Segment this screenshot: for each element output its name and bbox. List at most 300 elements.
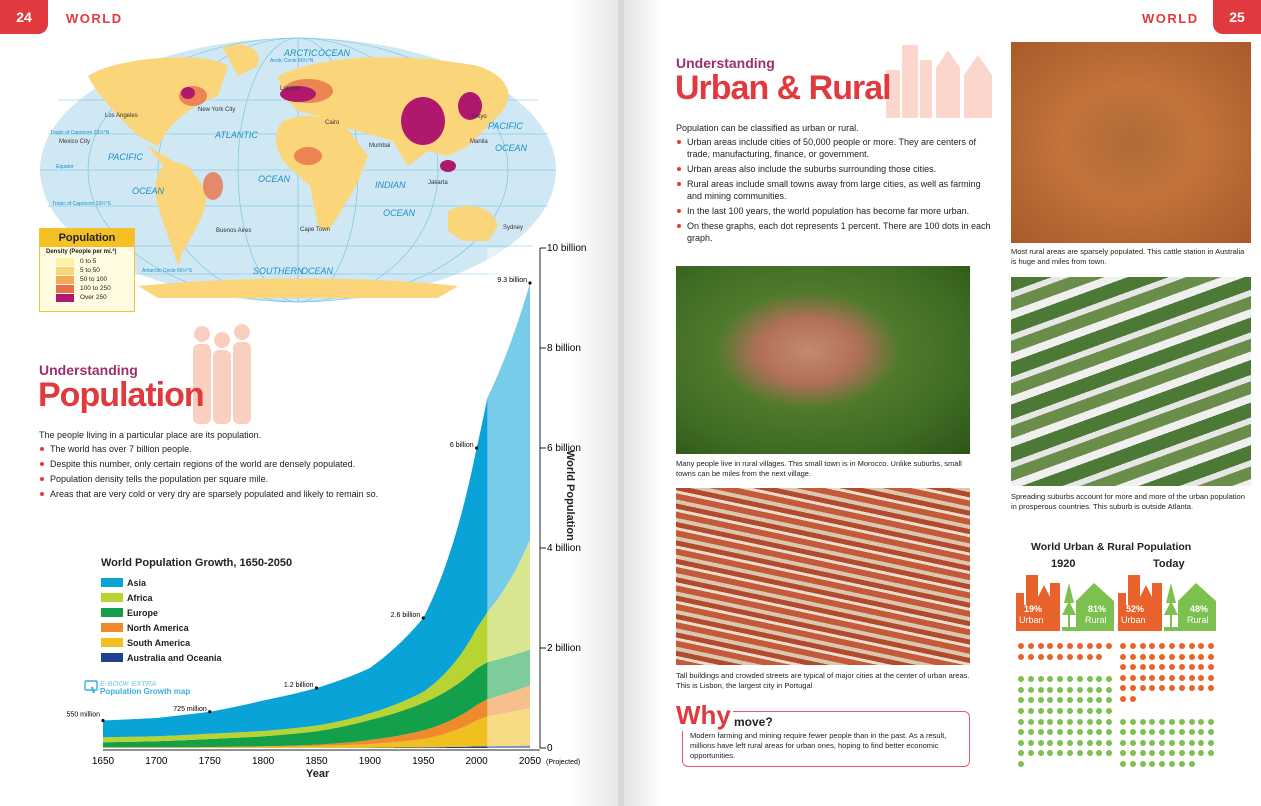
projected-overlay <box>487 248 530 748</box>
urban-dot <box>1189 643 1195 649</box>
urban-dot <box>1130 696 1136 702</box>
legend-label: 0 to 5 <box>80 258 97 265</box>
y-tick-label: 2 billion <box>547 643 581 654</box>
urban-dot <box>1208 654 1214 660</box>
morocco-village-photo <box>676 266 970 454</box>
ocean-label: SOUTHERN <box>253 266 304 276</box>
city-label: Buenos Aires <box>216 228 252 234</box>
rural-dot <box>1028 676 1034 682</box>
bullet-item: Despite this number, only certain regions of the world are densely populated. <box>39 458 384 470</box>
rural-dot <box>1087 729 1093 735</box>
rural-dot <box>1038 676 1044 682</box>
urban-dot <box>1159 675 1165 681</box>
why-move-text: Modern farming and mining require fewer people than in the past. As a result, millions have left rural areas for urban ones, hoping to find better economic opportunities. <box>690 731 947 760</box>
rural-dot <box>1106 697 1112 703</box>
rural-dot <box>1106 687 1112 693</box>
urban-dot <box>1189 664 1195 670</box>
urban-dot <box>1149 664 1155 670</box>
legend-label: Europe <box>127 607 159 618</box>
rural-dot <box>1179 761 1185 767</box>
rural-dot <box>1179 750 1185 756</box>
urban-label: Urban <box>1019 615 1044 625</box>
rural-dot <box>1087 719 1093 725</box>
urban-dot <box>1130 675 1136 681</box>
rural-dot <box>1038 697 1044 703</box>
rural-dot <box>1096 729 1102 735</box>
city-label: Sydney <box>503 225 524 231</box>
urban-dot <box>1208 685 1214 691</box>
rural-dot <box>1038 740 1044 746</box>
urban-dot <box>1028 654 1034 660</box>
rural-dot <box>1149 729 1155 735</box>
x-tick-label: 1650 <box>91 756 115 767</box>
rural-dot <box>1096 708 1102 714</box>
annotation-label: 1.2 billion <box>283 682 314 689</box>
lisbon-caption: Tall buildings and crowded streets are typical of major cities at the center of urban areas. This is Lisbon, the largest city in Portugal <box>676 671 970 690</box>
urban-dot <box>1140 643 1146 649</box>
legend-subtitle: Density (People per mi.²) <box>46 249 117 255</box>
panel-year-label: Today <box>1153 558 1185 570</box>
urban-dot <box>1130 664 1136 670</box>
page-number-tab: 24 <box>0 0 48 34</box>
rural-dot <box>1087 708 1093 714</box>
rural-dot <box>1067 729 1073 735</box>
rural-dot <box>1028 687 1034 693</box>
bullet-item: Rural areas include small towns away from large cities, as well as farming and mining communities. <box>676 178 996 202</box>
rural-dot <box>1038 719 1044 725</box>
urban-dot <box>1028 643 1034 649</box>
urban-rural-title: World Urban & Rural Population <box>1031 541 1192 553</box>
rural-dot <box>1189 740 1195 746</box>
panel-year-label: 1920 <box>1051 558 1076 570</box>
lisbon-city-photo <box>676 488 970 665</box>
urban-dot <box>1077 643 1083 649</box>
rural-dot <box>1057 697 1063 703</box>
annotation-label: 2.6 billion <box>390 612 421 619</box>
rural-dot <box>1130 761 1136 767</box>
ocean-label: OCEAN <box>318 48 351 58</box>
urban-dot <box>1057 643 1063 649</box>
urban-dot <box>1077 654 1083 660</box>
rural-dot <box>1057 708 1063 714</box>
rural-dot <box>1047 708 1053 714</box>
urban-dot <box>1140 664 1146 670</box>
urban-dot <box>1096 643 1102 649</box>
rural-dot <box>1159 729 1165 735</box>
legend-title: Population <box>40 229 134 247</box>
rural-dot <box>1057 740 1063 746</box>
x-tick-label: 1700 <box>145 756 168 767</box>
rural-dot <box>1149 719 1155 725</box>
rural-dot <box>1130 750 1136 756</box>
urban-dot <box>1106 643 1112 649</box>
atlanta-suburb-photo <box>1011 277 1251 486</box>
rural-dot <box>1087 740 1093 746</box>
rural-dot <box>1169 761 1175 767</box>
urban-dot <box>1169 643 1175 649</box>
urban-dot <box>1198 664 1204 670</box>
rural-dot <box>1087 697 1093 703</box>
rural-dot <box>1208 740 1214 746</box>
urban-dot <box>1038 654 1044 660</box>
urban-dot <box>1120 685 1126 691</box>
rural-dot <box>1106 676 1112 682</box>
rural-dot <box>1077 708 1083 714</box>
city-label: Los Angeles <box>105 113 138 119</box>
ocean-label: ARCTIC <box>284 48 318 58</box>
city-label: London <box>280 86 301 92</box>
rural-dot <box>1096 750 1102 756</box>
urban-dot <box>1120 643 1126 649</box>
urban-dot <box>1159 643 1165 649</box>
ocean-label: PACIFIC <box>488 121 523 131</box>
urban-dot <box>1018 654 1024 660</box>
rural-dot <box>1169 740 1175 746</box>
population-growth-chart <box>0 0 618 806</box>
urban-dot <box>1120 654 1126 660</box>
rural-dot <box>1120 729 1126 735</box>
ocean-label: OCEAN <box>258 174 291 184</box>
urban-dot <box>1179 675 1185 681</box>
rural-dot <box>1149 761 1155 767</box>
legend-label: 50 to 100 <box>80 276 108 283</box>
annotation-label: 6 billion <box>449 442 474 449</box>
urban-dot <box>1198 643 1204 649</box>
rural-dot <box>1038 708 1044 714</box>
urban-dot <box>1120 664 1126 670</box>
city-label: Mumbai <box>369 143 391 149</box>
rural-dot <box>1106 750 1112 756</box>
urban-dot <box>1067 654 1073 660</box>
rural-dot <box>1189 750 1195 756</box>
rural-dot <box>1018 676 1024 682</box>
legend-label: Australia and Oceania <box>127 652 222 663</box>
urban-dot <box>1057 654 1063 660</box>
section-kicker: Understanding <box>676 55 775 71</box>
annotation-point <box>422 616 425 619</box>
rural-dot <box>1087 687 1093 693</box>
x-tick-label: 1900 <box>358 756 381 767</box>
x-tick-label: 2050 <box>518 756 542 767</box>
rural-dot <box>1179 729 1185 735</box>
rural-dot <box>1067 697 1073 703</box>
rural-dot <box>1208 729 1214 735</box>
urban-dot <box>1149 685 1155 691</box>
rural-dot <box>1096 719 1102 725</box>
intro-text: Population can be classified as urban or rural. <box>676 123 859 133</box>
rural-dot <box>1169 719 1175 725</box>
urban-dot <box>1120 675 1126 681</box>
rural-dot <box>1208 719 1214 725</box>
urban-dot <box>1169 664 1175 670</box>
city-label: Mexico City <box>59 139 91 145</box>
rural-dot <box>1047 719 1053 725</box>
rural-label: Rural <box>1085 615 1107 625</box>
bullet-item: Urban areas also include the suburbs surrounding those cities. <box>676 163 996 175</box>
urban-percent: 52% <box>1126 604 1145 614</box>
urban-dot <box>1198 654 1204 660</box>
ebook-label: E-BOOK EXTRA <box>100 679 157 688</box>
x-tick-label: 1800 <box>252 756 275 767</box>
rural-dot <box>1189 761 1195 767</box>
ocean-label: INDIAN <box>375 180 406 190</box>
bullet-item: The world has over 7 billion people. <box>39 443 384 455</box>
section-label: WORLD <box>66 11 123 26</box>
urban-label: Urban <box>1121 615 1146 625</box>
rural-dot <box>1106 719 1112 725</box>
annotation-point <box>208 710 211 713</box>
suburb-caption: Spreading suburbs account for more and more of the urban population in prosperous countries. This suburb is outside Atlanta. <box>1011 492 1245 511</box>
rural-dot <box>1038 750 1044 756</box>
urban-dot <box>1179 643 1185 649</box>
urban-dot <box>1149 675 1155 681</box>
legend-label: Africa <box>127 592 153 603</box>
rural-dot <box>1077 676 1083 682</box>
rural-dot <box>1038 729 1044 735</box>
city-label: Tokyo <box>471 114 487 120</box>
rural-dot <box>1018 750 1024 756</box>
rural-dot <box>1047 740 1053 746</box>
rural-percent: 48% <box>1190 604 1209 614</box>
rural-dot <box>1140 750 1146 756</box>
bullet-item: Population density tells the population per square mile. <box>39 473 384 485</box>
urban-dot <box>1130 654 1136 660</box>
urban-dot <box>1038 643 1044 649</box>
rural-dot <box>1149 740 1155 746</box>
rural-dot <box>1096 740 1102 746</box>
rural-dot <box>1169 750 1175 756</box>
rural-dot <box>1028 729 1034 735</box>
urban-dot <box>1130 643 1136 649</box>
rural-dot <box>1018 729 1024 735</box>
city-label: New York City <box>198 107 236 113</box>
urban-dot <box>1169 654 1175 660</box>
x-tick-label: 1750 <box>198 756 221 767</box>
rural-dot <box>1159 761 1165 767</box>
equator-label: Equator <box>56 164 74 170</box>
urban-dot <box>1140 654 1146 660</box>
rural-dot <box>1189 729 1195 735</box>
rural-dot <box>1057 729 1063 735</box>
section-label: WORLD <box>1142 11 1199 26</box>
rural-dot <box>1198 750 1204 756</box>
rural-dot <box>1028 708 1034 714</box>
annotation-point <box>315 686 318 689</box>
urban-dot <box>1067 643 1073 649</box>
rural-dot <box>1140 761 1146 767</box>
urban-dot <box>1208 675 1214 681</box>
rural-dot <box>1159 740 1165 746</box>
urban-dot <box>1120 696 1126 702</box>
legend-label: 5 to 50 <box>80 267 100 274</box>
rural-dot <box>1087 750 1093 756</box>
x-tick-label: 1950 <box>412 756 435 767</box>
city-skyline-icon <box>886 40 992 118</box>
urban-dot <box>1047 654 1053 660</box>
legend-label: Over 250 <box>80 294 107 301</box>
rural-dot <box>1067 676 1073 682</box>
right-page <box>624 0 1261 806</box>
urban-percent: 19% <box>1024 604 1043 614</box>
city-label: Jakarta <box>428 180 448 186</box>
annotation-point <box>528 281 531 284</box>
rural-dot <box>1028 697 1034 703</box>
bullet-item: Urban areas include cities of 50,000 people or more. They are centers of trade, manufacturing, finance, or government. <box>676 136 996 160</box>
urban-dot <box>1189 675 1195 681</box>
rural-dot <box>1096 697 1102 703</box>
urban-dot <box>1140 675 1146 681</box>
urban-dot <box>1208 643 1214 649</box>
rural-dot <box>1067 708 1073 714</box>
rural-dot <box>1159 719 1165 725</box>
legend-label: North America <box>127 622 189 633</box>
rural-dot <box>1067 750 1073 756</box>
rural-dot <box>1018 708 1024 714</box>
legend-label: South America <box>127 637 191 648</box>
rural-dot <box>1096 676 1102 682</box>
city-label: Cairo <box>325 120 340 126</box>
y-axis-label: World Population <box>564 450 576 541</box>
bullet-item: In the last 100 years, the world population has become far more urban. <box>676 205 996 217</box>
urban-dot <box>1018 643 1024 649</box>
y-tick-label: 8 billion <box>547 343 581 354</box>
ebook-link-text[interactable]: Population Growth map <box>100 687 191 696</box>
rural-dot <box>1179 740 1185 746</box>
rural-dot <box>1047 697 1053 703</box>
rural-dot <box>1198 729 1204 735</box>
legend-label: 100 to 250 <box>80 285 111 292</box>
rural-dot <box>1038 687 1044 693</box>
rural-dot <box>1106 708 1112 714</box>
urban-dot <box>1179 664 1185 670</box>
ocean-label: OCEAN <box>383 208 416 218</box>
bullet-item: On these graphs, each dot represents 1 percent. There are 100 dots in each graph. <box>676 220 996 244</box>
page-title: Population <box>38 376 204 414</box>
urban-rural-text <box>676 122 996 247</box>
tropic-label: Tropic of Capricorn 23½°S <box>52 201 111 207</box>
rural-dot <box>1120 761 1126 767</box>
urban-dot <box>1096 654 1102 660</box>
y-tick-label: 0 <box>547 743 553 754</box>
annotation-point <box>475 446 478 449</box>
urban-dot <box>1179 654 1185 660</box>
urban-dot <box>1149 643 1155 649</box>
annotation-label: 550 million <box>66 711 100 719</box>
tropic-label: Tropic of Capricorn 23½°N <box>50 130 110 136</box>
x-axis-label: Year <box>306 768 330 780</box>
urban-dot <box>1047 643 1053 649</box>
rural-percent: 81% <box>1088 604 1107 614</box>
ocean-label: OCEAN <box>495 143 528 153</box>
rural-dot <box>1077 740 1083 746</box>
intro-text: The people living in a particular place are its population. <box>39 430 262 440</box>
rural-dot <box>1067 687 1073 693</box>
city-label: Manila <box>470 139 488 145</box>
urban-dot <box>1130 685 1136 691</box>
cattle-caption: Most rural areas are sparsely populated. This cattle station in Australia is huge and miles from town. <box>1011 247 1245 266</box>
rural-dot <box>1047 687 1053 693</box>
rural-dot <box>1198 719 1204 725</box>
x-tick-label: 1850 <box>305 756 328 767</box>
urban-dot <box>1159 685 1165 691</box>
page-number-tab: 25 <box>1213 0 1261 34</box>
why-heading: Why <box>676 700 731 730</box>
annotation-point <box>101 719 104 722</box>
rural-dot <box>1028 719 1034 725</box>
urban-dot <box>1189 654 1195 660</box>
y-tick-label: 10 billion <box>547 243 587 254</box>
rural-dot <box>1028 750 1034 756</box>
rural-dot <box>1057 676 1063 682</box>
section-kicker: Understanding <box>39 362 138 378</box>
rural-dot <box>1130 719 1136 725</box>
move-heading: move? <box>734 715 773 729</box>
ocean-label: PACIFIC <box>108 152 143 162</box>
y-tick-label: 4 billion <box>547 543 581 554</box>
rural-dot <box>1120 719 1126 725</box>
rural-dot <box>1096 687 1102 693</box>
urban-dot <box>1087 643 1093 649</box>
rural-dot <box>1047 750 1053 756</box>
rural-dot <box>1077 697 1083 703</box>
rural-dot <box>1087 676 1093 682</box>
y-tick-label: 6 billion <box>547 443 581 454</box>
rural-dot <box>1018 761 1024 767</box>
rural-dot <box>1077 750 1083 756</box>
city-label: Cape Town <box>300 227 330 233</box>
urban-dot <box>1140 685 1146 691</box>
rural-dot <box>1208 750 1214 756</box>
urban-dot <box>1208 664 1214 670</box>
left-page <box>0 0 618 806</box>
legend-label: Asia <box>127 577 147 588</box>
ocean-label: ATLANTIC <box>215 130 258 140</box>
village-caption: Many people live in rural villages. This small town is in Morocco. Unlike suburbs, small towns can be miles from the next village. <box>676 459 962 478</box>
x-tick-label: 2000 <box>465 756 488 767</box>
rural-dot <box>1057 687 1063 693</box>
rural-dot <box>1077 729 1083 735</box>
rural-dot <box>1028 740 1034 746</box>
arctic-circle-label: Arctic Circle 66½°N <box>270 58 314 64</box>
rural-dot <box>1018 687 1024 693</box>
rural-dot <box>1106 729 1112 735</box>
annotation-label: 9.3 billion <box>497 277 527 284</box>
rural-dot <box>1047 676 1053 682</box>
rural-dot <box>1120 750 1126 756</box>
rural-dot <box>1179 719 1185 725</box>
urban-dot <box>1169 685 1175 691</box>
rural-dot <box>1057 750 1063 756</box>
rural-dot <box>1018 740 1024 746</box>
rural-dot <box>1169 729 1175 735</box>
urban-dot <box>1159 654 1165 660</box>
rural-dot <box>1067 740 1073 746</box>
urban-dot <box>1149 654 1155 660</box>
projected-label: (Projected) <box>546 759 581 766</box>
urban-dot <box>1087 654 1093 660</box>
bullet-item: Areas that are very cold or very dry are sparsely populated and likely to remain so. <box>39 488 384 500</box>
rural-dot <box>1057 719 1063 725</box>
rural-dot <box>1120 740 1126 746</box>
rural-dot <box>1130 740 1136 746</box>
rural-dot <box>1047 729 1053 735</box>
urban-dot <box>1189 685 1195 691</box>
rural-dot <box>1067 719 1073 725</box>
rural-dot <box>1018 697 1024 703</box>
annotation-label: 725 million <box>173 705 207 713</box>
rural-label: Rural <box>1187 615 1209 625</box>
ocean-label: OCEAN <box>132 186 165 196</box>
